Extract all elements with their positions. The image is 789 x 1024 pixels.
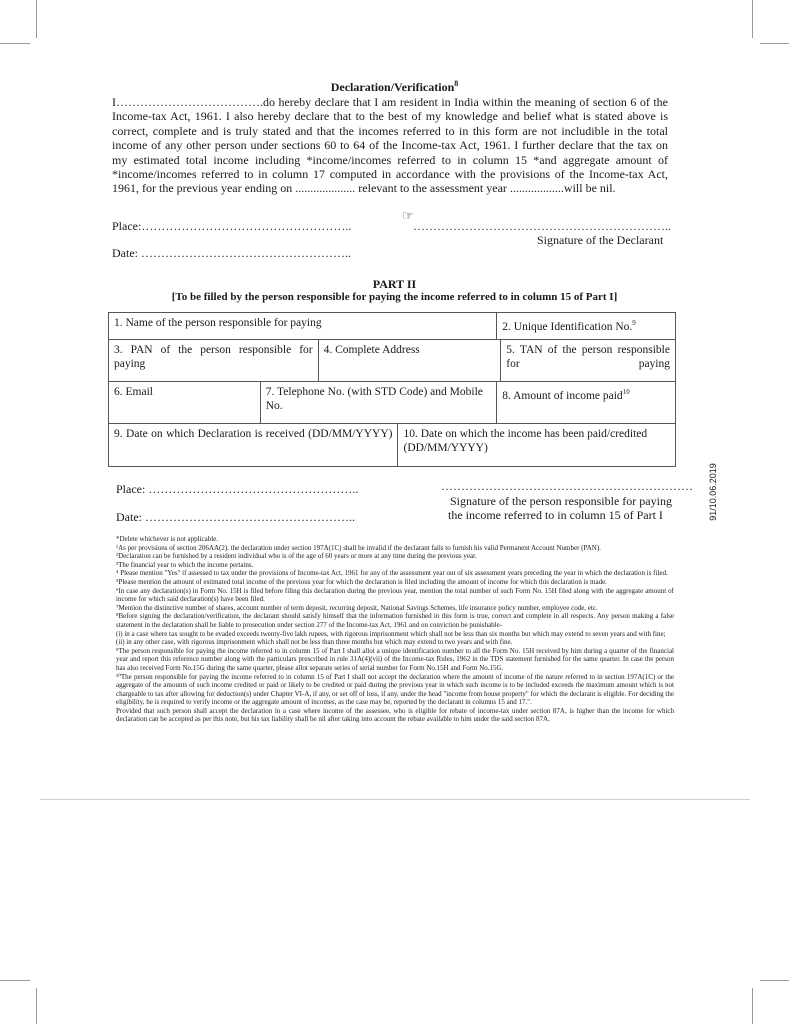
footnote-ref: 8 [454,79,459,88]
footnote: ³The financial year to which the income pertains. [116,560,254,569]
payer-signature-label: Signature of the person responsible for paying [450,494,672,508]
part2-title: PART II [372,277,417,291]
crop-mark [752,0,753,38]
footnote: ⁴ Please mention "Yes" if assessed to tax under the provisions of Income-tax Act, 1961 for any of the assessment year out of six assessment years preceding the year in which the declaration is filed. [116,569,668,578]
part2-subtitle: [To be filled by the person responsible for paying the income referred to in column 15 of Part I] [171,291,618,303]
crop-mark [36,0,37,38]
field-email[interactable]: 6. Email [109,382,261,424]
footnote: Provided that such person shall accept the declaration in a case where income of the assessee, who is eligible for rebate of income-tax under section 87A, is higher than the income for which declaration can be accepted as per this note, but his tax liability shall be nil after taking into account the rebate available to him under the said section 87A. [116,706,674,724]
part2-date-field[interactable]: Date: …………………………………………….. [116,510,355,524]
footnote: *Delete whichever is not applicable. [116,535,219,543]
footnote: ⁵Please mention the amount of estimated total income of the previous year for which the declaration is filed including the amount of income for which this declaration is made. [116,577,607,586]
declaration-title: Declaration/Verification$^8$ [330,79,459,94]
declarant-signature-line[interactable]: ……………………………………………………….. [413,219,671,233]
part2-place-field[interactable]: Place: …………………………………………….. [116,482,359,496]
crop-mark [752,988,753,1024]
payer-signature-label: the income referred to in column 15 of Part I [448,508,663,522]
part2-form-table [108,312,676,467]
field-payer-tan[interactable]: 5. TAN of the person responsible for paying [501,340,676,382]
declarant-signature-label: Signature of the Declarant [537,233,664,247]
footnote: ⁹The person responsible for paying the income referred to in column 15 of Part I shall allot a unique identification number to all the Form No. 15H received by him during a quarter of the financial year and report this reference number along with the particulars prescribed in rule 31A(4)(vii) of the Income-tax Rules, 1962 in the TDS statement furnished for the same quarter. In case the person has also received Form No.15G during the same quarter, please allot separate series of serial number for Form No.15H and Form No.15G. [116,646,674,672]
crop-mark [36,988,37,1024]
footnote: ⁸Before signing the declaration/verification, the declarant should satisfy himself that the information furnished in this form is true, correct and complete in all respects. Any person making a false statement in the declaration shall be liable to prosecution under section 277 of the Income-tax Act, 1961 and on conviction be punishable- [116,612,674,629]
crop-mark [760,980,789,981]
footnote: (i) in a case where tax sought to be evaded exceeds twenty-five lakh rupees, with rigorous imprisonment which shall not be less than six months but which may extend to seven years and with fine; [116,629,666,638]
field-unique-id[interactable]: 2. Unique Identification No.$^9$ [497,313,676,340]
field-income-amount[interactable]: 8. Amount of income paid$^{10}$ [497,382,676,424]
declaration-paragraph: I……………………………….do hereby declare that I am resident in India within the meaning of section 6 of the Income-tax Act, 1961. I also hereby declare that to the best of my knowledge and belief what is stated above is correct, complete and is truly stated and that the incomes referred to in this form are not includible in the total income of any other person under sections 60 to 64 of the Income-tax Act, 1961. I further declare that the tax on my estimated total income including *income/incomes referred to in column 15 *and aggregate amount of *income/incomes referred to in column 17 computed in accordance with the provisions of the Income-tax Act, 1961, for the previous year ending on .................... relevant to the assessment year ..................will be nil. [112,95,668,196]
field-income-paid-date[interactable]: 10. Date on which the income has been paid/credited (DD/MM/YYYY) [398,424,676,467]
field-complete-address[interactable]: 4. Complete Address [318,340,501,382]
field-payer-name[interactable]: 1. Name of the person responsible for paying [109,313,497,340]
pen-icon: ☞ [402,208,414,223]
crop-mark [0,980,30,981]
footnote: ¹⁰The person responsible for paying the income referred to in column 15 of Part I shall not accept the declaration where the amount of income of the nature referred to in section 197A(1C) or the aggregate of the amounts of such income credited or paid or likely to be credited or paid during the previous year in which such income is to be included exceeds the maximum amount which is not chargeable to tax after allowing for deduction(s) under Chapter VI-A, if any, or set off of loss, if any, under the head "income from house property" for which the declarant is eligible. For deciding the eligibility, he is required to verify income or the aggregate amount of incomes, as the case may be, reported by the declarant in columns 15 and 17.". [116,672,674,707]
declaration-place-field[interactable]: Place:…………………………………………….. [112,219,352,233]
page-rule [40,799,750,800]
field-declaration-date[interactable]: 9. Date on which Declaration is received (DD/MM/YYYY) [109,424,398,467]
crop-mark [0,43,30,44]
side-document-code: 91/10.06.2019 [707,463,718,521]
crop-mark [760,43,789,44]
field-telephone[interactable]: 7. Telephone No. (with STD Code) and Mobile No. [260,382,497,424]
footnote: ²Declaration can be furnished by a resident individual who is of the age of 60 years or more at any time during the previous year. [116,552,477,561]
declaration-date-field[interactable]: Date: …………………………………………….. [112,246,351,260]
footnote: (ii) in any other case, with rigorous imprisonment which shall not be less than three months but which may extend to two years and with fine. [116,638,513,647]
payer-signature-line[interactable]: ……………………………………………………… [441,479,693,493]
footnote: ¹As per provisions of section 206AA(2), the declaration under section 197A(1C) shall be invalid if the declarant fails to furnish his valid Permanent Account Number (PAN). [116,543,601,552]
footnotes [116,535,674,724]
field-payer-pan[interactable]: 3. PAN of the person responsible for paying [109,340,319,382]
footnote: ⁶In case any declaration(s) in Form No. 15H is filed before filing this declaration during the previous year, mention the total number of such Form No. 15H filed along with the aggregate amount of income for which said declaration(s) have been filed. [116,586,674,604]
footnote: ⁷Mention the distinctive number of shares, account number of term deposit, recurring deposit, National Savings Schemes, life insurance policy number, employee code, etc. [116,603,598,612]
